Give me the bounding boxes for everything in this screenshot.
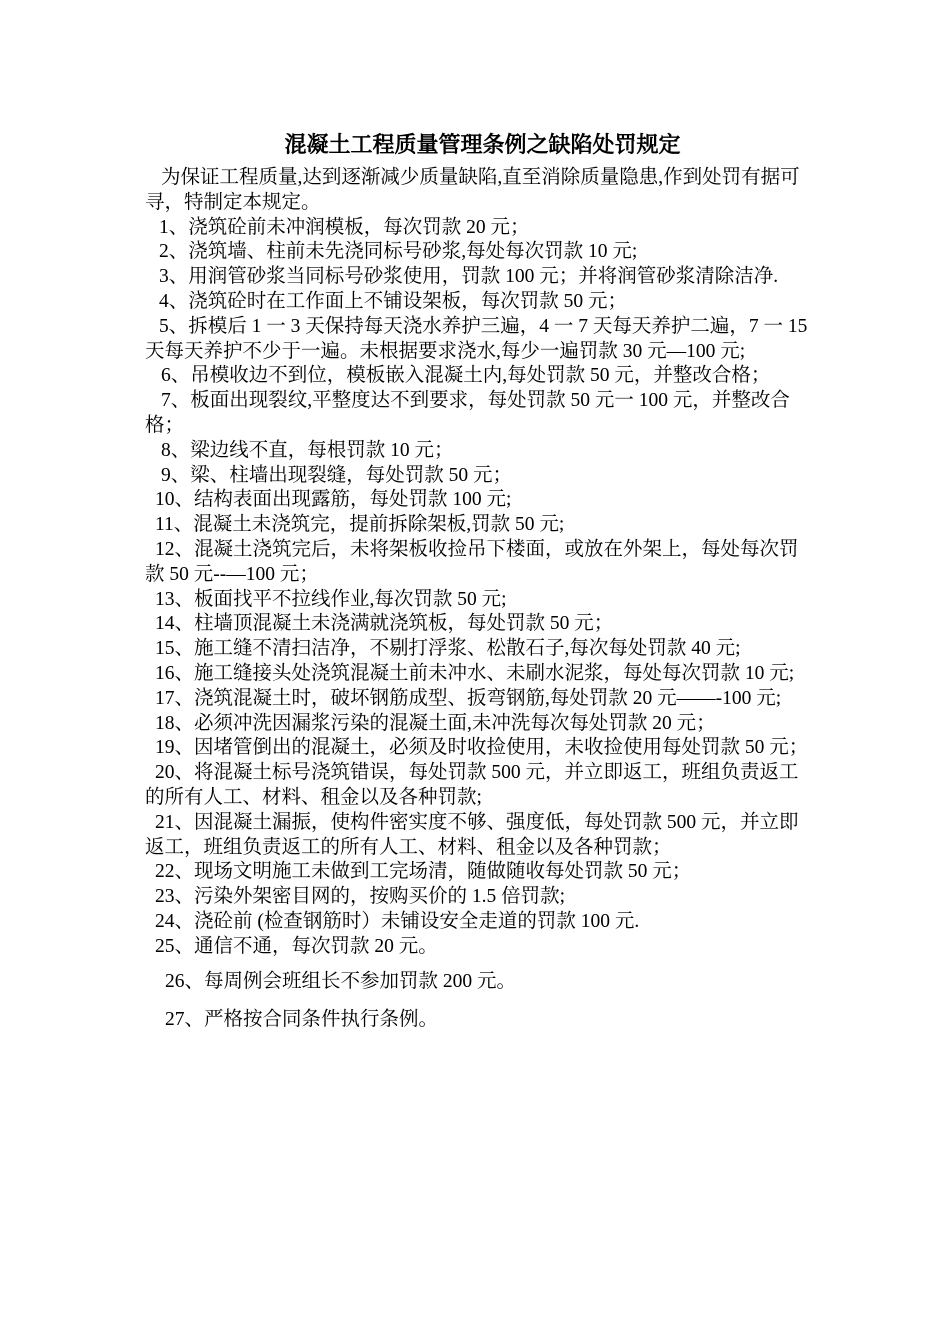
rule-item-13: 13、板面找平不拉线作业,每次罚款 50 元; bbox=[155, 588, 507, 610]
document-title: 混凝土工程质量管理条例之缺陷处罚规定 bbox=[284, 133, 681, 158]
rule-item-7: 7、板面出现裂纹,平整度达不到要求，每处罚款 50 元一 100 元，并整改合格； bbox=[145, 390, 790, 436]
rule-item-21: 21、因混凝土漏振，使构件密实度不够、强度低，每处罚款 500 元，并立即返工，班组负责返工的所有人工、材料、租金以及各种罚款； bbox=[145, 811, 799, 858]
rule-item-1: 1、浇筑砼前未冲润模板，每次罚款 20 元； bbox=[159, 216, 530, 238]
rule-item-27: 27、严格按合同条件执行条例。 bbox=[165, 1009, 439, 1031]
rule-item-2: 2、浇筑墙、柱前未先浇同标号砂浆,每处每次罚款 10 元; bbox=[159, 241, 638, 263]
rule-item-5: 5、拆模后 1 一 3 天保持每天浇水养护三遍，4 一 7 天每天养护二遍，7 一 15 天每天养护不少于一遍。未根据要求浇水,每少一遍罚款 30 元—100 元; bbox=[145, 315, 808, 362]
rule-item-18: 18、必须冲洗因漏浆污染的混凝土面,未冲洗每次每处罚款 20 元； bbox=[155, 712, 716, 734]
rule-item-17: 17、浇筑混凝土时，破坏钢筋成型、扳弯钢筋,每处罚款 20 元——-100 元; bbox=[155, 687, 782, 709]
rule-item-19: 19、因堵管倒出的混凝土，必须及时收捡使用，未收捡使用每处罚款 50 元； bbox=[155, 737, 809, 759]
rule-item-3: 3、用润管砂浆当同标号砂浆使用，罚款 100 元；并将润管砂浆清除洁净. bbox=[159, 266, 779, 288]
rule-item-20: 20、将混凝土标号浇筑错误，每处罚款 500 元，并立即返工，班组负责返工的所有人工、材料、租金以及各种罚款; bbox=[145, 762, 799, 808]
rule-item-12: 12、混凝土浇筑完后，未将架板收捡吊下楼面，或放在外架上，每处每次罚款 50 元--—100 元； bbox=[145, 538, 799, 585]
rule-item-14: 14、柱墙顶混凝土未浇满就浇筑板，每处罚款 50 元； bbox=[155, 613, 614, 635]
rule-item-23: 23、污染外架密目网的，按购买价的 1.5 倍罚款; bbox=[155, 886, 566, 908]
rule-item-9: 9、梁、柱墙出现裂缝，每处罚款 50 元； bbox=[161, 464, 513, 486]
rule-item-4: 4、浇筑砼时在工作面上不铺设架板，每次罚款 50 元； bbox=[159, 290, 628, 312]
rule-item-24: 24、浇砼前 (检查钢筋时）未铺设安全走道的罚款 100 元. bbox=[155, 910, 640, 932]
intro-paragraph: 为保证工程质量,达到逐渐减少质量缺陷,直至消除质量隐患,作到处罚有据可寻，特制定本规定。 bbox=[145, 167, 800, 213]
document-body bbox=[145, 130, 810, 1033]
rule-item-15: 15、施工缝不清扫洁净，不剔打浮浆、松散石子,每次每处罚款 40 元; bbox=[155, 638, 741, 660]
rule-item-11: 11、混凝土未浇筑完，提前拆除架板,罚款 50 元; bbox=[155, 514, 565, 536]
rule-item-8: 8、梁边线不直，每根罚款 10 元； bbox=[161, 439, 454, 461]
rule-item-25: 25、通信不通，每次罚款 20 元。 bbox=[155, 935, 438, 957]
rule-item-16: 16、施工缝接头处浇筑混凝土前未冲水、未刷水泥浆，每处每次罚款 10 元; bbox=[155, 662, 795, 684]
rule-item-6: 6、吊模收边不到位，模板嵌入混凝土内,每处罚款 50 元，并整改合格； bbox=[161, 365, 771, 387]
rule-item-26: 26、每周例会班组长不参加罚款 200 元。 bbox=[165, 970, 517, 992]
rule-item-22: 22、现场文明施工未做到工完场清，随做随收每处罚款 50 元； bbox=[155, 861, 692, 883]
rule-item-10: 10、结构表面出现露筋，每处罚款 100 元; bbox=[155, 489, 512, 511]
